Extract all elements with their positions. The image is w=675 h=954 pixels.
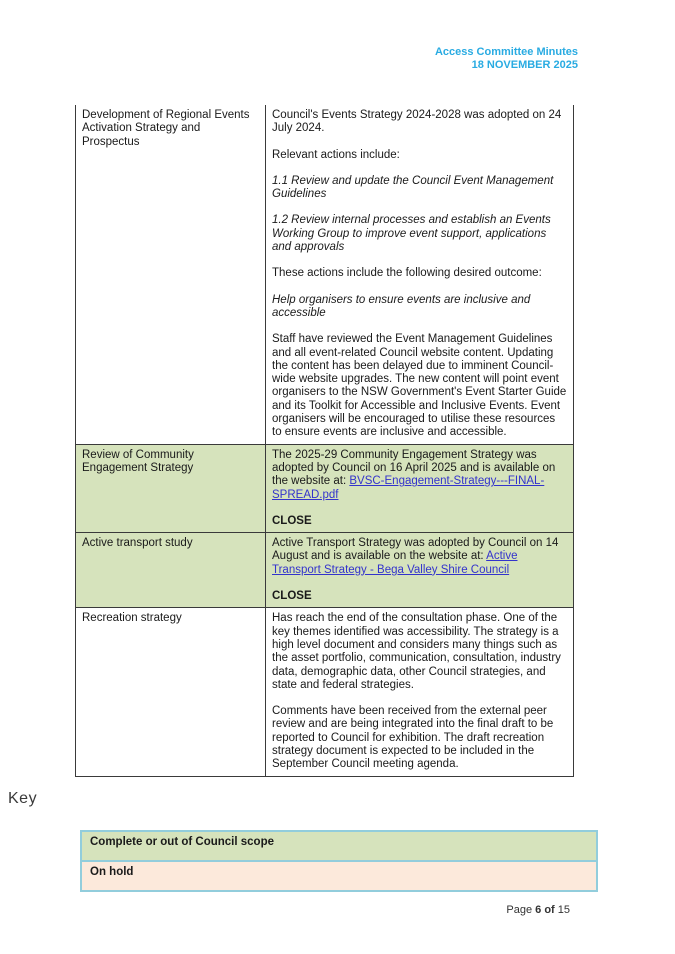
strategy-title-cell: Review of Community Engagement Strategy	[76, 444, 266, 532]
strategy-title-cell: Recreation strategy	[76, 608, 266, 776]
table-row	[76, 608, 574, 776]
text-segment: These actions include the following desired outcome:	[272, 267, 542, 280]
detail-paragraph	[272, 590, 567, 603]
document-link[interactable]: BVSC-Engagement-Strategy---FINAL-SPREAD.pdf	[272, 475, 545, 501]
text-segment: CLOSE	[272, 514, 312, 527]
detail-paragraph	[272, 612, 567, 692]
document-header	[435, 46, 578, 72]
table-row	[76, 533, 574, 608]
page-label: Page	[506, 904, 536, 916]
key-row	[81, 861, 597, 891]
text-segment: Staff have reviewed the Event Management Guidelines and all event-related Council website content. Updating the content has been delayed due to imminent Council-wide website upgrades. The new content will point event organisers to the NSW Government's Event Starter Guide and its Toolkit for Accessible and Inclusive Events. Event organisers will be encouraged to utilise these resources to ensure events are inclusive and accessible.	[272, 333, 567, 439]
strategy-detail-cell	[266, 105, 574, 444]
key-label-cell: Complete or out of Council scope	[81, 831, 597, 861]
key-label-cell: On hold	[81, 861, 597, 891]
strategy-detail-cell	[266, 608, 574, 776]
table-row	[76, 105, 574, 444]
detail-paragraph	[272, 705, 567, 771]
page-total: 15	[554, 904, 570, 916]
strategy-detail-cell	[266, 533, 574, 608]
detail-paragraph	[272, 214, 567, 254]
page-number: 6 of	[535, 904, 555, 916]
strategy-table-body	[76, 105, 574, 776]
header-date: 18 NOVEMBER 2025	[471, 59, 578, 71]
text-segment: Active Transport Strategy was adopted by Council on 14 August and is available on the website at:	[272, 537, 559, 563]
detail-paragraph	[272, 449, 567, 502]
text-segment: Comments have been received from the external peer review and are being integrated into the final draft to be reported to Council for exhibition. The draft recreation strategy document is expected to be included in the September Council meeting agenda.	[272, 705, 554, 771]
strategy-title-cell: Active transport study	[76, 533, 266, 608]
detail-paragraph	[272, 537, 567, 577]
strategy-detail-cell	[266, 444, 574, 532]
key-heading: Key	[8, 790, 38, 807]
key-table-body	[81, 831, 597, 891]
detail-paragraph	[272, 515, 567, 528]
document-link[interactable]: Active Transport Strategy - Bega Valley Shire Council	[272, 550, 518, 576]
strategy-status-table	[75, 105, 574, 777]
key-row	[81, 831, 597, 861]
text-segment: Council's Events Strategy 2024-2028 was adopted on 24 July 2024.	[272, 109, 562, 135]
text-segment: The 2025-29 Community Engagement Strategy was adopted by Council on 16 April 2025 and is available on the website at:	[272, 448, 556, 488]
detail-paragraph	[272, 109, 567, 136]
text-segment: Relevant actions include:	[272, 148, 400, 161]
text-segment: Help organisers to ensure events are inclusive and accessible	[272, 293, 531, 319]
detail-paragraph	[272, 149, 567, 162]
text-segment: 1.2 Review internal processes and establish an Events Working Group to improve event support, applications and approvals	[272, 214, 551, 254]
detail-paragraph	[272, 333, 567, 439]
page-footer	[506, 904, 570, 916]
strategy-title-cell: Development of Regional Events Activation Strategy and Prospectus	[76, 105, 266, 444]
text-segment: CLOSE	[272, 590, 312, 603]
detail-paragraph	[272, 175, 567, 202]
text-segment: 1.1 Review and update the Council Event Management Guidelines	[272, 174, 554, 201]
text-segment: Has reach the end of the consultation phase. One of the key themes identified was accessibility. The strategy is a high level document and considers many things such as the asset portfolio, communication, consultation, industry data, demographic data, other Council strategies, and state and federal strategies.	[272, 612, 561, 691]
key-table	[80, 830, 598, 892]
detail-paragraph	[272, 267, 567, 280]
header-title: Access Committee Minutes	[434, 46, 578, 58]
detail-paragraph	[272, 294, 567, 321]
table-row	[76, 444, 574, 532]
